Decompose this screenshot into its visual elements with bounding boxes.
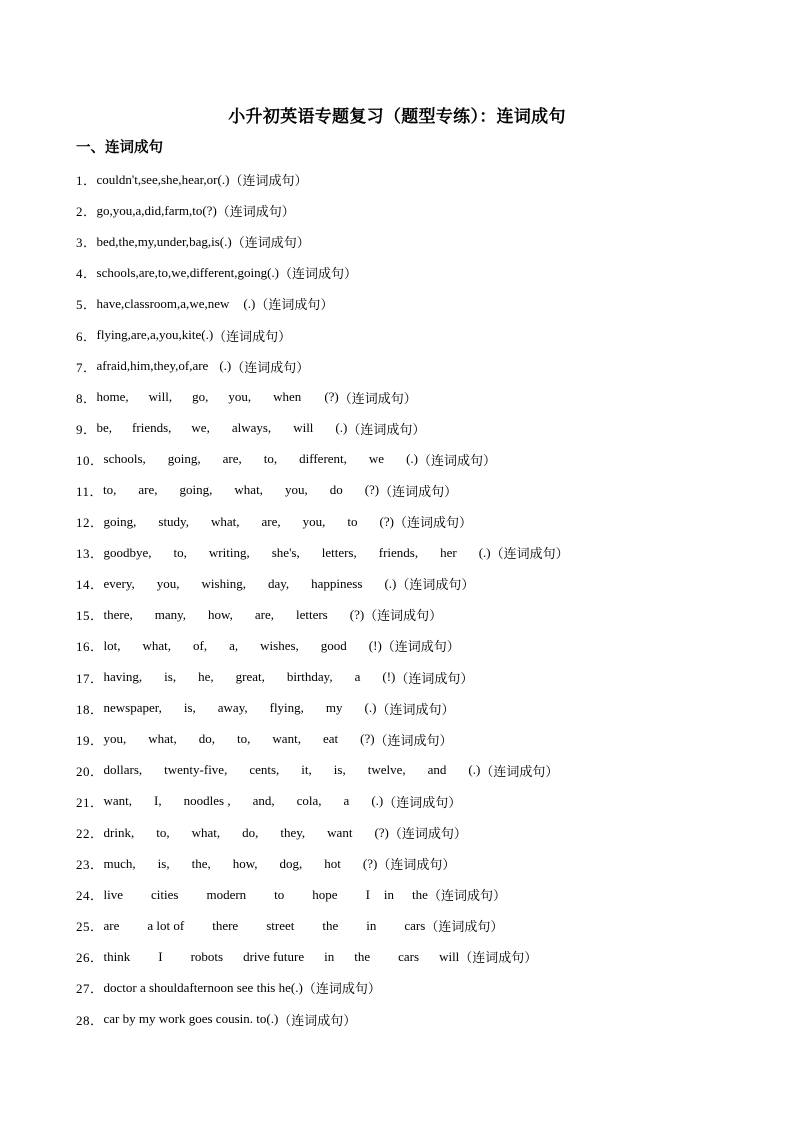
- question-word: flying,: [269, 700, 304, 716]
- question-words: [104, 949, 460, 965]
- question-word: you,: [112, 202, 136, 218]
- question-word: do,: [242, 824, 259, 840]
- question-word: street: [266, 917, 295, 933]
- question-word: to: [192, 202, 203, 218]
- question-number: 16．: [76, 639, 104, 655]
- question-type-tag: （连词成句）: [213, 329, 292, 345]
- question-item: [76, 755, 756, 786]
- question-word: bed,: [96, 233, 119, 249]
- question-word: go,: [96, 202, 113, 218]
- question-word: eat: [322, 731, 339, 747]
- question-word: drive future: [243, 948, 305, 964]
- question-word: when: [273, 389, 302, 405]
- question-type-tag: （连词成句）: [255, 298, 334, 314]
- question-words: [104, 918, 426, 934]
- question-type-tag: （连词成句）: [231, 360, 310, 376]
- question-word: in: [383, 886, 395, 902]
- question-words: [104, 856, 378, 872]
- question-word: goodbye,: [103, 544, 152, 560]
- question-number: 21．: [76, 794, 104, 810]
- question-number: 7．: [76, 359, 97, 375]
- question-words: [104, 887, 428, 903]
- question-word: him,: [130, 358, 154, 374]
- question-word: they,: [153, 358, 179, 374]
- question-item: [76, 1004, 756, 1035]
- question-item: [76, 351, 756, 382]
- question-word: the,: [191, 855, 211, 871]
- question-word: newspaper,: [103, 700, 162, 716]
- question-word: we,: [191, 420, 210, 436]
- question-type-tag: （连词成句）: [347, 422, 426, 438]
- question-list: [76, 164, 756, 1035]
- question-word: flying,: [96, 327, 131, 343]
- question-word: a,: [149, 327, 159, 343]
- question-word: go,: [192, 389, 209, 405]
- question-word: the: [322, 917, 339, 933]
- question-word: it,: [301, 762, 312, 778]
- question-word: every,: [103, 575, 135, 591]
- question-word: how,: [208, 606, 233, 622]
- question-word: you,: [228, 389, 252, 405]
- question-type-tag: （连词成句）: [374, 733, 453, 749]
- question-type-tag: （连词成句）: [396, 578, 475, 594]
- question-word: (.): [266, 1011, 279, 1027]
- question-word: cars: [398, 948, 420, 964]
- question-word: cola,: [296, 793, 322, 809]
- question-type-tag: （连词成句）: [427, 889, 506, 905]
- question-word: (.): [217, 171, 230, 187]
- question-word: want: [327, 824, 353, 840]
- question-number: 3．: [76, 235, 97, 251]
- question-word: (.): [406, 451, 419, 467]
- question-word: going,: [103, 513, 137, 529]
- question-word: (.): [364, 700, 377, 716]
- question-word: (.): [201, 327, 214, 343]
- question-word: (?): [374, 824, 389, 840]
- question-word: we,: [171, 264, 190, 280]
- question-word: are,: [138, 482, 158, 498]
- question-type-tag: （连词成句）: [231, 236, 310, 252]
- question-number: 11．: [76, 483, 104, 499]
- question-number: 24．: [76, 888, 104, 904]
- question-words: [97, 234, 232, 250]
- question-item: [76, 910, 756, 941]
- question-word: of,: [193, 637, 208, 653]
- question-word: what,: [142, 637, 172, 653]
- question-item: [76, 630, 756, 661]
- question-word: hope: [312, 886, 338, 902]
- question-word: he,: [198, 669, 214, 685]
- question-word: schools,: [103, 451, 146, 467]
- question-words: [104, 825, 389, 841]
- question-item: [76, 444, 756, 475]
- question-word: classroom,: [124, 295, 181, 311]
- question-item: [76, 413, 756, 444]
- question-item: [76, 786, 756, 817]
- question-number: 27．: [76, 981, 104, 997]
- question-type-tag: （连词成句）: [388, 827, 467, 843]
- question-word: going: [237, 264, 268, 280]
- question-word: you,: [103, 731, 127, 747]
- question-word: much,: [103, 855, 136, 871]
- question-word: car by my work goes cousin. to: [103, 1011, 267, 1027]
- question-word: there,: [103, 606, 133, 622]
- question-word: farm,: [164, 202, 193, 218]
- question-word: different,: [189, 264, 238, 280]
- question-number: 4．: [76, 266, 97, 282]
- question-word: modern: [206, 886, 247, 902]
- question-type-tag: （连词成句）: [379, 484, 458, 500]
- question-type-tag: （连词成句）: [377, 858, 456, 874]
- question-word: under,: [156, 233, 190, 249]
- question-word: to: [347, 513, 358, 529]
- question-word: (!): [368, 637, 382, 653]
- question-type-tag: （连词成句）: [229, 174, 308, 190]
- question-word: cars: [404, 917, 426, 933]
- question-word: we: [368, 451, 385, 467]
- question-word: (.): [371, 793, 384, 809]
- question-number: 25．: [76, 919, 104, 935]
- question-word: what,: [234, 482, 263, 498]
- question-word: friends,: [378, 544, 419, 560]
- question-word: always,: [231, 420, 272, 436]
- question-type-tag: （连词成句）: [381, 640, 460, 656]
- question-number: 15．: [76, 608, 104, 624]
- question-word: to,: [156, 824, 170, 840]
- question-item: [76, 972, 756, 1003]
- question-word: are,: [130, 327, 150, 343]
- question-word: afternoon see this he: [183, 979, 291, 995]
- question-item: [76, 195, 756, 226]
- question-word: couldn't,: [96, 171, 142, 187]
- question-word: and: [427, 762, 447, 778]
- question-word: are,: [254, 606, 274, 622]
- question-word: I,: [154, 793, 162, 809]
- question-word: schools,: [96, 264, 139, 280]
- question-type-tag: （连词成句）: [216, 205, 295, 221]
- question-word: the: [354, 948, 371, 964]
- question-type-tag: （连词成句）: [376, 702, 455, 718]
- question-words: [104, 980, 303, 996]
- question-word: or: [206, 171, 218, 187]
- question-number: 19．: [76, 732, 104, 748]
- question-word: and,: [252, 793, 275, 809]
- question-words: [97, 265, 280, 281]
- question-item: [76, 506, 756, 537]
- question-word: she's,: [271, 544, 300, 560]
- question-word: (.): [384, 575, 397, 591]
- question-item: [76, 848, 756, 879]
- question-word: she,: [160, 171, 182, 187]
- question-word: having,: [103, 669, 143, 685]
- question-word: the,: [118, 233, 138, 249]
- question-word: to,: [173, 544, 187, 560]
- question-item: [76, 568, 756, 599]
- question-word: are: [103, 917, 120, 933]
- question-words: [104, 762, 481, 778]
- question-word: are,: [138, 264, 158, 280]
- question-words: [104, 793, 384, 809]
- question-type-tag: （连词成句）: [364, 609, 443, 625]
- question-number: 22．: [76, 826, 104, 842]
- question-word: (?): [362, 855, 378, 871]
- question-number: 12．: [76, 515, 104, 531]
- question-words: [104, 514, 394, 530]
- question-type-tag: （连词成句）: [383, 795, 462, 811]
- question-words: [97, 358, 232, 374]
- question-number: 20．: [76, 763, 104, 779]
- question-word: home,: [96, 389, 129, 405]
- question-type-tag: （连词成句）: [279, 267, 358, 283]
- question-words: [104, 700, 377, 716]
- question-word: a,: [229, 637, 239, 653]
- question-word: a,: [135, 202, 145, 218]
- question-word: are: [192, 358, 209, 374]
- question-word: my,: [137, 233, 157, 249]
- question-number: 10．: [76, 452, 104, 468]
- question-word: (.): [267, 264, 280, 280]
- question-word: (.): [243, 295, 256, 311]
- question-word: letters: [295, 606, 328, 622]
- question-word: did,: [144, 202, 165, 218]
- question-word: twenty-five,: [164, 762, 228, 778]
- question-item: [76, 537, 756, 568]
- question-word: to: [274, 886, 285, 902]
- question-word: how,: [232, 855, 258, 871]
- question-words: [104, 451, 419, 467]
- question-item: [76, 879, 756, 910]
- question-word: a lot of: [147, 917, 185, 933]
- question-item: [76, 693, 756, 724]
- question-word: (?): [379, 513, 394, 529]
- question-word: (!): [382, 669, 396, 685]
- question-words: [97, 296, 256, 312]
- question-item: [76, 662, 756, 693]
- question-word: a: [343, 793, 350, 809]
- question-word: are,: [261, 513, 281, 529]
- question-word: to,: [157, 264, 172, 280]
- question-word: (?): [324, 389, 339, 405]
- question-word: friends,: [132, 420, 172, 436]
- question-word: (?): [349, 606, 365, 622]
- question-word: my: [325, 700, 343, 716]
- question-word: will: [293, 420, 314, 436]
- section-heading: 一、连词成句: [76, 140, 163, 156]
- question-word: the: [412, 886, 428, 902]
- question-word: are,: [222, 451, 242, 467]
- question-word: will,: [148, 389, 173, 405]
- question-word: lot,: [103, 637, 121, 653]
- question-item: [76, 164, 756, 195]
- question-type-tag: （连词成句）: [459, 951, 538, 967]
- question-word: cents,: [249, 762, 280, 778]
- question-word: what,: [210, 513, 240, 529]
- question-number: 9．: [76, 421, 97, 437]
- question-words: [97, 203, 217, 219]
- question-word: have,: [96, 295, 125, 311]
- question-word: I: [365, 886, 370, 902]
- question-words: [97, 327, 214, 343]
- question-word: hot: [324, 855, 341, 871]
- question-word: do,: [198, 731, 216, 747]
- question-words: [104, 638, 382, 654]
- question-word: you,: [158, 327, 182, 343]
- question-item: [76, 941, 756, 972]
- question-words: [104, 731, 375, 747]
- question-word: away,: [217, 700, 248, 716]
- question-word: (.): [219, 233, 232, 249]
- question-word: to,: [237, 731, 251, 747]
- question-word: (.): [478, 544, 491, 560]
- question-word: a: [354, 669, 361, 685]
- question-word: (?): [202, 202, 217, 218]
- question-words: [104, 669, 396, 685]
- question-word: is: [211, 233, 220, 249]
- question-word: (.): [290, 979, 303, 995]
- question-item: [76, 475, 756, 506]
- question-word: (?): [360, 731, 375, 747]
- question-word: different,: [299, 451, 347, 467]
- question-word: dollars,: [103, 762, 143, 778]
- question-number: 17．: [76, 670, 104, 686]
- question-number: 6．: [76, 328, 97, 344]
- question-word: you,: [302, 513, 326, 529]
- question-word: birthday,: [286, 669, 333, 685]
- question-word: of,: [178, 358, 193, 374]
- question-item: [76, 226, 756, 257]
- question-number: 5．: [76, 297, 97, 313]
- question-word: want,: [272, 731, 301, 747]
- question-word: we,: [189, 295, 208, 311]
- question-words: [97, 389, 339, 405]
- question-word: going,: [179, 482, 213, 498]
- question-word: there: [212, 917, 239, 933]
- question-word: happiness: [311, 575, 363, 591]
- question-word: do: [329, 482, 343, 498]
- question-word: dog,: [279, 855, 303, 871]
- question-word: (.): [335, 420, 348, 436]
- question-type-tag: （连词成句）: [425, 920, 504, 936]
- question-word: to,: [263, 451, 278, 467]
- question-word: (.): [468, 762, 481, 778]
- question-word: robots: [190, 948, 224, 964]
- question-word: new: [207, 295, 230, 311]
- question-word: I: [158, 948, 163, 964]
- question-word: is,: [183, 700, 196, 716]
- question-word: you,: [156, 575, 180, 591]
- question-word: is,: [164, 669, 177, 685]
- question-item: [76, 817, 756, 848]
- question-word: is,: [333, 762, 346, 778]
- question-item: [76, 319, 756, 350]
- question-number: 23．: [76, 857, 104, 873]
- question-item: [76, 599, 756, 630]
- question-type-tag: （连词成句）: [395, 671, 474, 687]
- question-words: [103, 482, 379, 498]
- question-number: 13．: [76, 546, 104, 562]
- question-word: will: [439, 948, 460, 964]
- question-number: 2．: [76, 204, 97, 220]
- question-word: live: [103, 886, 124, 902]
- document-title: 小升初英语专题复习（题型专练）：连词成句: [228, 107, 566, 127]
- question-number: 1．: [76, 173, 97, 189]
- question-word: wishes,: [260, 637, 299, 653]
- question-type-tag: （连词成句）: [278, 1013, 357, 1029]
- question-type-tag: （连词成句）: [302, 982, 381, 998]
- question-words: [97, 172, 230, 188]
- question-word: think: [103, 948, 131, 964]
- question-word: want,: [103, 793, 133, 809]
- question-number: 18．: [76, 701, 104, 717]
- question-number: 8．: [76, 390, 97, 406]
- question-word: they,: [280, 824, 306, 840]
- question-word: drink,: [103, 824, 135, 840]
- question-word: letters,: [321, 544, 357, 560]
- question-word: to,: [103, 482, 117, 498]
- question-word: good: [320, 637, 347, 653]
- question-word: study,: [158, 513, 189, 529]
- question-word: (?): [364, 482, 380, 498]
- question-word: a,: [180, 295, 190, 311]
- question-words: [104, 1011, 279, 1027]
- question-word: kite: [181, 327, 202, 343]
- question-word: going,: [167, 451, 201, 467]
- question-word: in: [366, 917, 377, 933]
- question-words: [104, 545, 491, 561]
- question-word: twelve,: [367, 762, 406, 778]
- question-type-tag: （连词成句）: [418, 453, 497, 469]
- question-type-tag: （连词成句）: [393, 516, 472, 532]
- question-item: [76, 382, 756, 413]
- question-type-tag: （连词成句）: [338, 391, 417, 407]
- question-word: see,: [141, 171, 161, 187]
- question-words: [97, 420, 348, 436]
- question-word: doctor a should: [103, 979, 184, 995]
- question-number: 28．: [76, 1012, 104, 1028]
- question-word: what,: [148, 731, 177, 747]
- question-word: is,: [157, 855, 170, 871]
- question-word: great,: [235, 669, 265, 685]
- question-word: (.): [219, 358, 232, 374]
- question-word: hear,: [181, 171, 207, 187]
- question-word: her: [440, 544, 457, 560]
- question-type-tag: （连词成句）: [490, 547, 569, 563]
- question-word: noodles ,: [183, 793, 231, 809]
- question-word: cities: [151, 886, 179, 902]
- question-word: afraid,: [96, 358, 131, 374]
- question-words: [104, 576, 397, 592]
- question-word: be,: [96, 420, 113, 436]
- question-word: wishing,: [201, 575, 246, 591]
- question-number: 26．: [76, 950, 104, 966]
- question-word: what,: [191, 824, 221, 840]
- question-word: you,: [284, 482, 308, 498]
- question-word: day,: [267, 575, 290, 591]
- question-word: bag,: [189, 233, 212, 249]
- question-item: [76, 288, 756, 319]
- question-words: [104, 607, 365, 623]
- question-word: writing,: [208, 544, 250, 560]
- question-item: [76, 257, 756, 288]
- question-type-tag: （连词成句）: [480, 764, 559, 780]
- question-word: many,: [154, 606, 187, 622]
- question-number: 14．: [76, 577, 104, 593]
- question-item: [76, 724, 756, 755]
- question-word: in: [324, 948, 335, 964]
